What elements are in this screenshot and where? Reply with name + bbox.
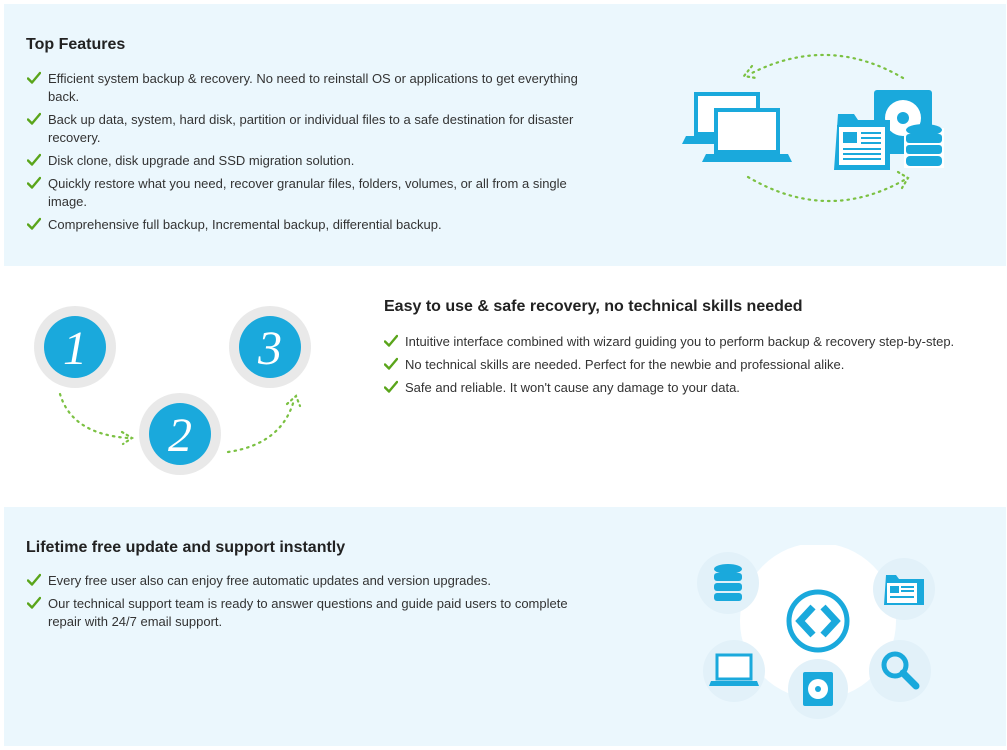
- list-item-text: Efficient system backup & recovery. No need to reinstall OS or applications to get everything back.: [48, 71, 578, 104]
- search-icon: [869, 640, 931, 702]
- list-item-text: Disk clone, disk upgrade and SSD migration solution.: [48, 153, 355, 168]
- database-icon: [904, 124, 944, 168]
- list-item: [27, 572, 587, 590]
- checkmark-icon: [27, 153, 41, 167]
- step-number: 2: [168, 409, 192, 462]
- database-icon: [697, 552, 759, 614]
- dotted-arrow: [228, 400, 294, 452]
- step-3-badge: [229, 306, 311, 388]
- document-icon: [873, 558, 935, 620]
- easy-recovery-list: [384, 333, 984, 402]
- checkmark-icon: [27, 176, 41, 190]
- backup-illustration: [678, 44, 953, 214]
- dotted-arrow: [60, 394, 128, 438]
- easy-recovery-section: [4, 268, 1006, 504]
- list-item: [27, 175, 587, 211]
- support-illustration: [692, 545, 942, 720]
- list-item-text: No technical skills are needed. Perfect for the newbie and professional alike.: [405, 357, 845, 372]
- list-item-text: Comprehensive full backup, Incremental backup, differential backup.: [48, 217, 442, 232]
- laptop-icon: [703, 640, 765, 702]
- checkmark-icon: [384, 334, 398, 348]
- list-item-text: Intuitive interface combined with wizard guiding you to perform backup & recovery step-by-step.: [405, 334, 955, 349]
- laptop-icon: [702, 110, 792, 162]
- list-item: [27, 216, 587, 234]
- checkmark-icon: [384, 357, 398, 371]
- list-item: [27, 595, 587, 631]
- top-features-section: [4, 4, 1006, 266]
- top-features-title: Top Features: [26, 36, 126, 53]
- hard-disk-icon: [788, 659, 848, 719]
- lifetime-support-list: [27, 572, 587, 636]
- steps-illustration: [32, 304, 322, 480]
- step-1-badge: [34, 306, 116, 388]
- step-number: 1: [63, 322, 87, 375]
- easy-recovery-title: Easy to use & safe recovery, no technical skills needed: [384, 298, 803, 315]
- checkmark-icon: [27, 217, 41, 231]
- step-number: 3: [258, 322, 282, 375]
- list-item: [384, 356, 984, 374]
- dotted-arrow-top: [750, 55, 903, 78]
- lifetime-support-title: Lifetime free update and support instantly: [26, 539, 346, 556]
- document-icon: [834, 114, 890, 170]
- list-item: [27, 70, 587, 106]
- lifetime-support-section: [4, 507, 1006, 746]
- checkmark-icon: [27, 71, 41, 85]
- brand-logo-icon: [789, 592, 847, 650]
- list-item: [27, 152, 587, 170]
- step-2-badge: [139, 393, 221, 475]
- list-item: [27, 111, 587, 147]
- list-item-text: Back up data, system, hard disk, partition or individual files to a safe destination for disaster recovery.: [48, 112, 574, 145]
- dotted-arrow-bottom: [748, 177, 906, 201]
- checkmark-icon: [27, 112, 41, 126]
- checkmark-icon: [384, 380, 398, 394]
- list-item: [384, 379, 984, 397]
- checkmark-icon: [27, 573, 41, 587]
- list-item-text: Every free user also can enjoy free automatic updates and version upgrades.: [48, 573, 491, 588]
- top-features-list: [27, 70, 587, 239]
- checkmark-icon: [27, 596, 41, 610]
- list-item-text: Our technical support team is ready to answer questions and guide paid users to complete repair with 24/7 email support.: [48, 596, 568, 629]
- list-item: [384, 333, 984, 351]
- list-item-text: Quickly restore what you need, recover granular files, folders, volumes, or all from a single image.: [48, 176, 567, 209]
- list-item-text: Safe and reliable. It won't cause any damage to your data.: [405, 380, 740, 395]
